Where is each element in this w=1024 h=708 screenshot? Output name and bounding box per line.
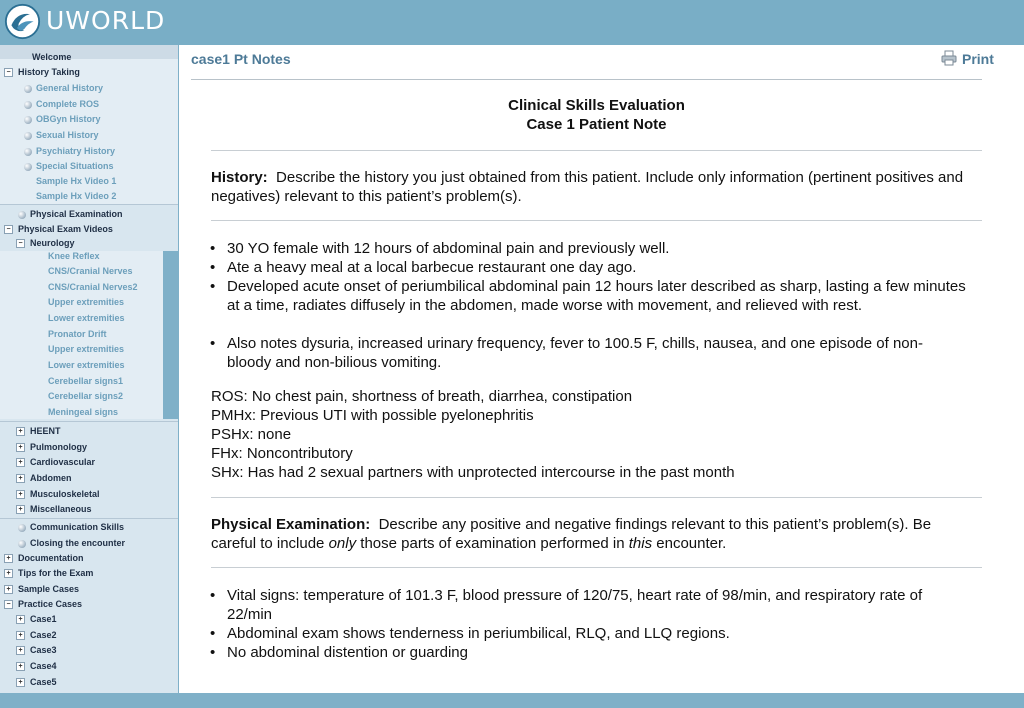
page-leaf-icon xyxy=(24,148,32,156)
sidebar-item-label: Pulmonology xyxy=(30,442,87,452)
sidebar-item[interactable] xyxy=(16,424,61,439)
history-prompt xyxy=(211,168,971,206)
page-leaf-icon xyxy=(24,116,32,124)
sidebar-item[interactable] xyxy=(16,502,92,517)
sidebar-item-label: Lower extremities xyxy=(48,360,125,370)
sidebar-item-label: Upper extremities xyxy=(48,344,125,354)
sidebar-item[interactable] xyxy=(16,612,57,627)
sidebar-item[interactable] xyxy=(48,358,125,373)
sidebar-item-label: Cerebellar signs1 xyxy=(48,376,124,386)
sidebar-item[interactable] xyxy=(48,295,124,310)
sidebar-item[interactable] xyxy=(36,174,116,189)
page-leaf-icon xyxy=(24,85,32,93)
report-subheading: Case 1 Patient Note xyxy=(526,116,667,133)
expand-icon[interactable]: + xyxy=(16,678,25,687)
pe-prompt-only: only xyxy=(328,535,357,552)
sidebar-item[interactable] xyxy=(24,144,115,159)
sidebar-item-label: Sample Cases xyxy=(18,584,80,594)
expand-icon[interactable]: + xyxy=(16,615,25,624)
sidebar-item[interactable] xyxy=(18,520,124,535)
sidebar-item[interactable] xyxy=(4,222,113,237)
sidebar-item-label: Sample Hx Video 2 xyxy=(36,191,117,201)
sidebar-nav-tree xyxy=(0,45,178,693)
pe-prompt-this: this xyxy=(628,535,653,552)
sidebar-item-label: Cardiovascular xyxy=(30,457,96,467)
sidebar-item[interactable] xyxy=(24,81,103,96)
sidebar-item-label: Case2 xyxy=(30,630,57,640)
expand-icon[interactable]: + xyxy=(16,427,25,436)
sidebar-item-label: Case4 xyxy=(30,661,57,671)
sidebar-item-label: Meningeal signs xyxy=(48,407,119,417)
sidebar-item-label: Upper extremities xyxy=(48,297,125,307)
expand-icon[interactable]: + xyxy=(4,569,13,578)
sidebar-item-label: Case5 xyxy=(30,677,57,687)
sidebar-top-band xyxy=(0,45,178,59)
report-heading: Clinical Skills Evaluation xyxy=(508,97,685,114)
sidebar-item-label: Abdomen xyxy=(30,473,72,483)
pe-bullet: • Abdominal exam shows tenderness in periumbilical, RLQ, and LLQ regions. xyxy=(227,624,967,643)
sidebar-item-label: Welcome xyxy=(32,52,72,62)
sidebar-item-label: Physical Examination xyxy=(30,209,123,219)
expand-icon[interactable]: + xyxy=(16,505,25,514)
sidebar-item-label: Pronator Drift xyxy=(48,329,107,339)
section-divider xyxy=(211,220,982,221)
sidebar-item[interactable] xyxy=(16,675,57,690)
sidebar-item[interactable] xyxy=(18,207,123,222)
top-header-bar xyxy=(0,0,1024,45)
pe-label: Physical Examination: xyxy=(211,516,371,533)
page-leaf-icon xyxy=(18,540,26,548)
shx-line: SHx: Has had 2 sexual partners with unprotected intercourse in the past month xyxy=(211,464,735,481)
history-label: History: xyxy=(211,169,268,186)
sidebar-item-label: Tips for the Exam xyxy=(18,568,94,578)
sidebar-item-label: Cerebellar signs2 xyxy=(48,391,124,401)
sidebar-item[interactable] xyxy=(48,342,124,357)
collapse-icon[interactable]: − xyxy=(4,68,13,77)
collapse-icon[interactable]: − xyxy=(16,239,25,248)
sidebar-scrollbar[interactable] xyxy=(163,251,178,419)
expand-icon[interactable]: + xyxy=(16,474,25,483)
sidebar-item[interactable] xyxy=(4,65,80,80)
sidebar-item[interactable] xyxy=(48,374,123,389)
pshx-line: PSHx: none xyxy=(211,426,292,443)
sidebar-item-label: HEENT xyxy=(30,426,61,436)
bottom-bar xyxy=(0,693,1024,708)
sidebar-item-label: Physical Exam Videos xyxy=(18,224,113,234)
sidebar-item[interactable] xyxy=(16,628,57,643)
pe-prompt-text-a: Describe any positive and negative findings relevant to this patient’s problem(s). Be careful to include xyxy=(211,516,932,552)
ros-line: ROS: No chest pain, shortness of breath, diarrhea, constipation xyxy=(211,388,633,405)
sidebar-item[interactable] xyxy=(24,112,101,127)
page-leaf-icon xyxy=(24,163,32,171)
sidebar-item[interactable] xyxy=(16,455,95,470)
section-divider xyxy=(211,567,982,568)
sidebar-item[interactable] xyxy=(4,566,93,581)
sidebar-item-label: General History xyxy=(36,83,104,93)
print-label: Print xyxy=(962,51,994,67)
section-divider xyxy=(211,497,982,498)
sidebar-item[interactable] xyxy=(16,659,57,674)
pe-bullet: • Vital signs: temperature of 101.3 F, blood pressure of 120/75, heart rate of 98/min, and respiratory rate of 22/min xyxy=(227,586,967,624)
sidebar-item[interactable] xyxy=(48,280,138,295)
sidebar-item[interactable] xyxy=(24,159,114,174)
pe-prompt xyxy=(211,515,971,553)
sidebar-item[interactable] xyxy=(36,189,116,204)
pe-bullet: • No abdominal distention or guarding xyxy=(227,643,967,662)
sidebar-item[interactable] xyxy=(48,264,133,279)
expand-icon[interactable]: + xyxy=(16,490,25,499)
page-leaf-icon xyxy=(18,211,26,219)
history-bullet: • Also notes dysuria, increased urinary frequency, fever to 100.5 F, chills, nausea, and one episode of non-bloody and non-bilious vomiting. xyxy=(227,334,967,372)
sidebar-item-label: Psychiatry History xyxy=(36,146,116,156)
print-button[interactable] xyxy=(941,50,994,67)
sidebar-item-label: Special Situations xyxy=(36,161,114,171)
sidebar-item[interactable] xyxy=(16,471,72,486)
sidebar-item-label: Practice Cases xyxy=(18,599,83,609)
sidebar-item[interactable] xyxy=(16,643,57,658)
pmhx-line: PMHx: Previous UTI with possible pyelonephritis xyxy=(211,407,534,424)
sidebar-item[interactable] xyxy=(16,440,87,455)
printer-icon xyxy=(941,50,957,66)
sidebar-item[interactable] xyxy=(48,327,107,342)
sidebar-item[interactable] xyxy=(16,487,100,502)
history-bullet: • 30 YO female with 12 hours of abdominal pain and previously well. xyxy=(227,239,967,258)
sidebar-divider xyxy=(0,421,178,422)
sidebar-item[interactable] xyxy=(4,582,79,597)
sidebar-item[interactable] xyxy=(48,249,100,264)
pe-prompt-text-b: those parts of examination performed in xyxy=(360,535,625,552)
page-title: case1 Pt Notes xyxy=(191,51,291,67)
sidebar-item[interactable] xyxy=(18,536,125,551)
section-divider xyxy=(211,150,982,151)
main-content xyxy=(179,45,1024,693)
sidebar-item-label: Documentation xyxy=(18,553,84,563)
uworld-logo-icon xyxy=(4,3,41,40)
title-divider xyxy=(191,79,982,80)
sidebar-item[interactable] xyxy=(4,597,82,612)
sidebar-item-label: Lower extremities xyxy=(48,313,125,323)
sidebar-divider xyxy=(0,204,178,205)
sidebar-item[interactable] xyxy=(48,389,123,404)
sidebar-item[interactable] xyxy=(24,97,99,112)
expand-icon[interactable]: + xyxy=(16,458,25,467)
sidebar-item-label: Knee Reflex xyxy=(48,251,100,261)
page-leaf-icon xyxy=(24,132,32,140)
history-bullet: • Developed acute onset of periumbilical abdominal pain 12 hours later described as sharp, lasting a few minutes at a time, radiates diffusely in the abdomen, made worse with movement, and relieved with rest. xyxy=(227,277,967,315)
expand-icon[interactable]: + xyxy=(16,662,25,671)
fhx-line: FHx: Noncontributory xyxy=(211,445,353,462)
history-prompt-text: Describe the history you just obtained from this patient. Include only information (pertinent positives and negatives) relevant to this patient’s problem(s). xyxy=(211,169,964,205)
sidebar-item[interactable] xyxy=(24,128,99,143)
sidebar-item-label: Closing the encounter xyxy=(30,538,126,548)
sidebar-item-label: Sample Hx Video 1 xyxy=(36,176,117,186)
sidebar-item-label: CNS/Cranial Nerves xyxy=(48,266,133,276)
expand-icon[interactable]: + xyxy=(16,631,25,640)
collapse-icon[interactable]: − xyxy=(4,225,13,234)
pe-prompt-text-c: encounter. xyxy=(656,535,727,552)
sidebar-item-label: Complete ROS xyxy=(36,99,100,109)
brand-name: UWORLD xyxy=(46,6,166,35)
sidebar-divider xyxy=(0,518,178,519)
sidebar-item[interactable] xyxy=(4,551,84,566)
sidebar-item[interactable] xyxy=(32,50,71,65)
sidebar-item-label: Miscellaneous xyxy=(30,504,92,514)
sidebar-item-label: History Taking xyxy=(18,67,80,77)
collapse-icon[interactable]: − xyxy=(4,600,13,609)
sidebar-item-label: Sexual History xyxy=(36,130,99,140)
sidebar-item-label: Neurology xyxy=(30,238,75,248)
expand-icon[interactable]: + xyxy=(4,585,13,594)
sidebar-item-label: Case3 xyxy=(30,645,57,655)
history-bullet: • Ate a heavy meal at a local barbecue restaurant one day ago. xyxy=(227,258,967,277)
expand-icon[interactable]: + xyxy=(16,443,25,452)
sidebar-item-label: CNS/Cranial Nerves2 xyxy=(48,282,138,292)
sidebar-item[interactable] xyxy=(48,405,118,420)
expand-icon[interactable]: + xyxy=(4,554,13,563)
sidebar-item-label: Musculoskeletal xyxy=(30,489,100,499)
expand-icon[interactable]: + xyxy=(16,646,25,655)
sidebar-item-label: Case1 xyxy=(30,614,57,624)
sidebar-item-label: Communication Skills xyxy=(30,522,125,532)
sidebar-item[interactable] xyxy=(48,311,125,326)
page-leaf-icon xyxy=(18,524,26,532)
page-leaf-icon xyxy=(24,101,32,109)
sidebar-item-label: OBGyn History xyxy=(36,114,101,124)
